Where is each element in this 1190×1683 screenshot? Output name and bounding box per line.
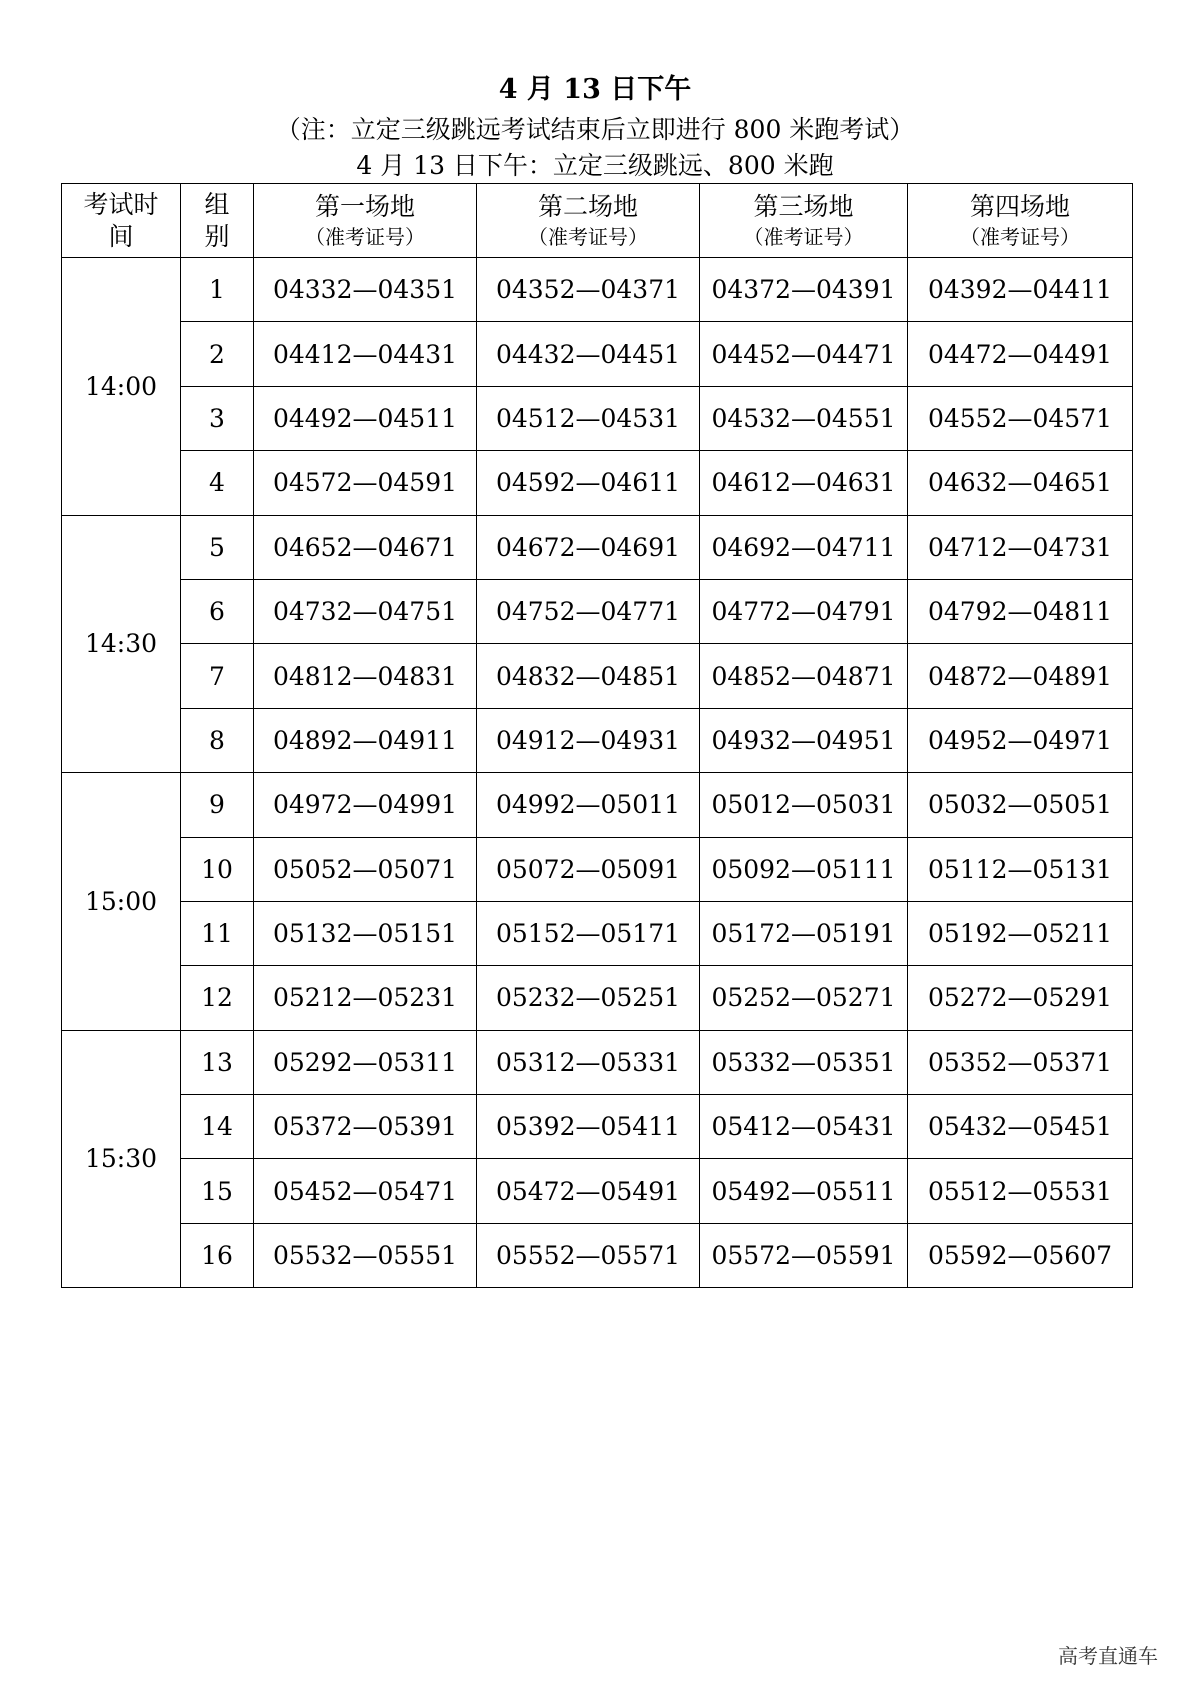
range-cell: 04472—04491 (908, 322, 1133, 386)
group-cell: 2 (181, 322, 254, 386)
header-venue-2 (477, 184, 700, 258)
range-cell: 04512—04531 (477, 386, 700, 450)
group-cell: 8 (181, 708, 254, 772)
time-slot-cell: 15:30 (62, 1030, 181, 1288)
range-cell: 04812—04831 (254, 644, 477, 708)
group-cell: 14 (181, 1095, 254, 1159)
venue-sub: （准考证号） (305, 224, 425, 249)
page-title: 4 月 13 日下午 (498, 74, 692, 105)
range-cell: 05592—05607 (908, 1223, 1133, 1287)
range-cell: 04372—04391 (700, 258, 908, 322)
venue-sub: （准考证号） (743, 224, 864, 249)
venue-name: 第三场地 (753, 191, 854, 221)
table-row (62, 1030, 1133, 1094)
range-cell: 05552—05571 (477, 1223, 700, 1287)
range-cell: 04992—05011 (477, 773, 700, 837)
table-row (62, 515, 1133, 579)
table-row (62, 773, 1133, 837)
range-cell: 04772—04791 (700, 579, 908, 643)
range-cell: 04632—04651 (908, 451, 1133, 515)
range-cell: 04952—04971 (908, 708, 1133, 772)
range-cell: 05312—05331 (477, 1030, 700, 1094)
range-cell: 04452—04471 (700, 322, 908, 386)
table-row (62, 901, 1133, 965)
table-row (62, 322, 1133, 386)
range-cell: 05232—05251 (477, 966, 700, 1030)
range-cell: 05512—05531 (908, 1159, 1133, 1223)
venue-sub: （准考证号） (528, 224, 648, 249)
exam-note: （注：立定三级跳远考试结束后立即进行 800 米跑考试） (275, 115, 915, 144)
header-venue-1 (254, 184, 477, 258)
range-cell: 05372—05391 (254, 1095, 477, 1159)
range-cell: 05252—05271 (700, 966, 908, 1030)
group-cell: 9 (181, 773, 254, 837)
table-header-row (62, 184, 1133, 258)
range-cell: 05032—05051 (908, 773, 1133, 837)
range-cell: 04492—04511 (254, 386, 477, 450)
header-group (181, 184, 254, 258)
range-cell: 05072—05091 (477, 837, 700, 901)
range-cell: 05472—05491 (477, 1159, 700, 1223)
time-slot-cell: 15:00 (62, 773, 181, 1031)
range-cell: 05132—05151 (254, 901, 477, 965)
range-cell: 04392—04411 (908, 258, 1133, 322)
table-row (62, 1159, 1133, 1223)
table-row (62, 966, 1133, 1030)
venue-name: 第一场地 (314, 191, 415, 221)
table-row (62, 451, 1133, 515)
venue-name: 第四场地 (969, 191, 1070, 221)
range-cell: 05112—05131 (908, 837, 1133, 901)
group-cell: 5 (181, 515, 254, 579)
group-cell: 6 (181, 579, 254, 643)
header-exam-time (62, 184, 181, 258)
range-cell: 05092—05111 (700, 837, 908, 901)
group-cell: 11 (181, 901, 254, 965)
range-cell: 04572—04591 (254, 451, 477, 515)
range-cell: 04872—04891 (908, 644, 1133, 708)
group-cell: 10 (181, 837, 254, 901)
range-cell: 04852—04871 (700, 644, 908, 708)
exam-schedule-table (61, 183, 1133, 1288)
range-cell: 04412—04431 (254, 322, 477, 386)
header-exam-time-line2: 间 (108, 221, 134, 251)
venue-sub: （准考证号） (960, 224, 1080, 249)
group-cell: 12 (181, 966, 254, 1030)
range-cell: 04332—04351 (254, 258, 477, 322)
range-cell: 04432—04451 (477, 322, 700, 386)
group-cell: 16 (181, 1223, 254, 1287)
header-exam-time-line1: 考试时 (83, 189, 159, 219)
range-cell: 05412—05431 (700, 1095, 908, 1159)
range-cell: 05152—05171 (477, 901, 700, 965)
table-row (62, 1223, 1133, 1287)
range-cell: 05492—05511 (700, 1159, 908, 1223)
range-cell: 05012—05031 (700, 773, 908, 837)
table-row (62, 386, 1133, 450)
range-cell: 04972—04991 (254, 773, 477, 837)
range-cell: 04612—04631 (700, 451, 908, 515)
header-venue-4 (908, 184, 1133, 258)
range-cell: 04532—04551 (700, 386, 908, 450)
range-cell: 05272—05291 (908, 966, 1133, 1030)
range-cell: 04692—04711 (700, 515, 908, 579)
range-cell: 05352—05371 (908, 1030, 1133, 1094)
table-row (62, 644, 1133, 708)
range-cell: 04592—04611 (477, 451, 700, 515)
group-cell: 13 (181, 1030, 254, 1094)
range-cell: 05532—05551 (254, 1223, 477, 1287)
time-slot-cell: 14:00 (62, 258, 181, 516)
range-cell: 04792—04811 (908, 579, 1133, 643)
range-cell: 05452—05471 (254, 1159, 477, 1223)
group-cell: 1 (181, 258, 254, 322)
table-row (62, 708, 1133, 772)
table-row (62, 837, 1133, 901)
range-cell: 04892—04911 (254, 708, 477, 772)
range-cell: 05572—05591 (700, 1223, 908, 1287)
page-subtitle: 4 月 13 日下午：立定三级跳远、800 米跑 (356, 151, 834, 180)
range-cell: 05212—05231 (254, 966, 477, 1030)
range-cell: 04732—04751 (254, 579, 477, 643)
range-cell: 05172—05191 (700, 901, 908, 965)
range-cell: 04752—04771 (477, 579, 700, 643)
range-cell: 05432—05451 (908, 1095, 1133, 1159)
range-cell: 05392—05411 (477, 1095, 700, 1159)
header-group-line2: 别 (204, 221, 230, 251)
header-group-line1: 组 (204, 189, 230, 219)
range-cell: 05332—05351 (700, 1030, 908, 1094)
header-venue-3 (700, 184, 908, 258)
group-cell: 4 (181, 451, 254, 515)
range-cell: 04552—04571 (908, 386, 1133, 450)
table-row (62, 258, 1133, 322)
range-cell: 04932—04951 (700, 708, 908, 772)
range-cell: 04352—04371 (477, 258, 700, 322)
range-cell: 05052—05071 (254, 837, 477, 901)
range-cell: 04712—04731 (908, 515, 1133, 579)
venue-name: 第二场地 (537, 191, 638, 221)
range-cell: 04672—04691 (477, 515, 700, 579)
range-cell: 05292—05311 (254, 1030, 477, 1094)
range-cell: 04832—04851 (477, 644, 700, 708)
range-cell: 05192—05211 (908, 901, 1133, 965)
group-cell: 15 (181, 1159, 254, 1223)
table-row (62, 1095, 1133, 1159)
group-cell: 3 (181, 386, 254, 450)
table-row (62, 579, 1133, 643)
range-cell: 04912—04931 (477, 708, 700, 772)
watermark-text: 高考直通车 (1058, 1644, 1158, 1668)
range-cell: 04652—04671 (254, 515, 477, 579)
group-cell: 7 (181, 644, 254, 708)
time-slot-cell: 14:30 (62, 515, 181, 773)
